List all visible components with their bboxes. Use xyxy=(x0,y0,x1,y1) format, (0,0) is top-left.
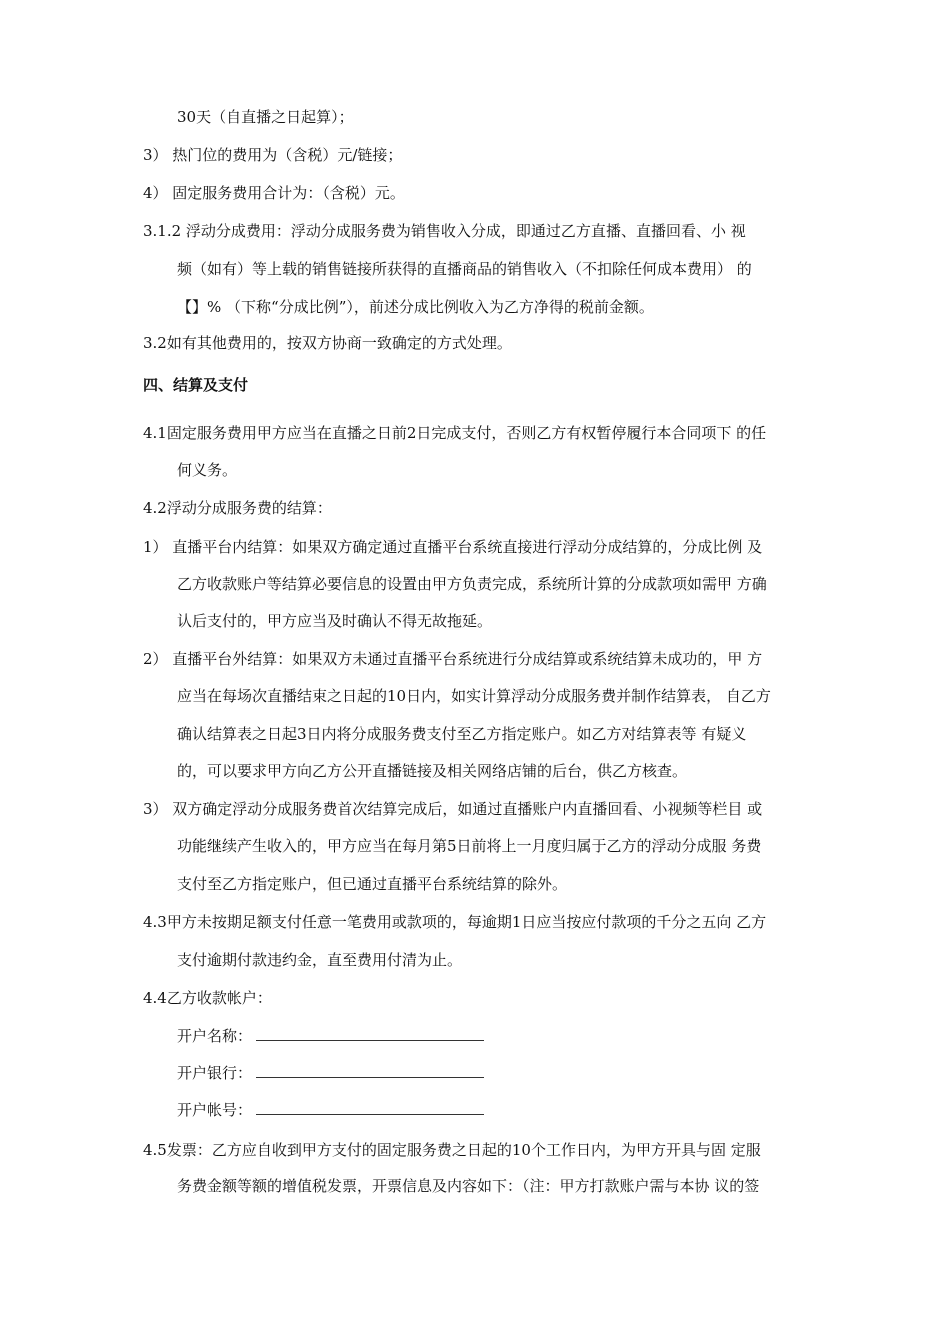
text-line: 何义务。 xyxy=(177,461,238,479)
list-item: 2） 直播平台外结算：如果双方未通过直播平台系统进行分成结算或系统结算未成功的，甲 方 xyxy=(143,650,763,668)
clause-4-2: 4.2浮动分成服务费的结算： xyxy=(143,499,332,517)
account-name-field[interactable] xyxy=(256,1026,484,1041)
account-number-row xyxy=(177,1100,484,1120)
account-name-row xyxy=(177,1026,484,1046)
text-line: 功能继续产生收入的，甲方应当在每月第5日前将上一月度归属于乙方的浮动分成服 务费 xyxy=(177,837,762,855)
text-line: 应当在每场次直播结束之日起的10日内，如实计算浮动分成服务费并制作结算表， 自乙方 xyxy=(177,687,771,705)
list-item: 3） 热门位的费用为（含税）元/链接； xyxy=(143,146,403,164)
list-item: 4） 固定服务费用合计为：（含税）元。 xyxy=(143,184,405,202)
list-item: 1） 直播平台内结算：如果双方确定通过直播平台系统直接进行浮动分成结算的，分成比例 及 xyxy=(143,538,763,556)
clause-4-5: 4.5发票：乙方应自收到甲方支付的固定服务费之日起的10个工作日内，为甲方开具与固 定服 xyxy=(143,1141,761,1159)
section-heading: 四、结算及支付 xyxy=(143,376,249,394)
text-line: 认后支付的，甲方应当及时确认不得无故拖延。 xyxy=(177,612,493,630)
clause-4-3: 4.3甲方未按期足额支付任意一笔费用或款项的，每逾期1日应当按应付款项的千分之五向 乙方 xyxy=(143,913,767,931)
text-line: 乙方收款账户等结算必要信息的设置由甲方负责完成，系统所计算的分成款项如需甲 方确 xyxy=(177,575,767,593)
clause-4-4: 4.4乙方收款帐户： xyxy=(143,989,272,1007)
clause-4-1: 4.1固定服务费用甲方应当在直播之日前2日完成支付，否则乙方有权暂停履行本合同项下 的任 xyxy=(143,424,767,442)
text-line: 的，可以要求甲方向乙方公开直播链接及相关网络店铺的后台，供乙方核查。 xyxy=(177,762,688,780)
text-line: 频（如有）等上载的销售链接所获得的直播商品的销售收入（不扣除任何成本费用） 的 xyxy=(177,260,752,278)
account-bank-row xyxy=(177,1063,484,1083)
clause-3-1-2: 3.1.2 浮动分成费用：浮动分成服务费为销售收入分成，即通过乙方直播、直播回看、小 视 xyxy=(143,222,746,240)
text-line: 确认结算表之日起3日内将分成服务费支付至乙方指定账户。如乙方对结算表等 有疑义 xyxy=(177,725,747,743)
text-line: 支付至乙方指定账户，但已通过直播平台系统结算的除外。 xyxy=(177,875,568,893)
account-bank-field[interactable] xyxy=(256,1063,484,1078)
text-line: 【】% （下称“分成比例”），前述分成比例收入为乙方净得的税前金额。 xyxy=(177,298,654,316)
text-line: 务费金额等额的增值税发票，开票信息及内容如下：（注：甲方打款账户需与本协 议的签 xyxy=(177,1177,760,1195)
text-line: 30天（自直播之日起算）； xyxy=(177,108,354,126)
text-line: 支付逾期付款违约金，直至费用付清为止。 xyxy=(177,951,463,969)
field-label: 开户银行： xyxy=(177,1064,253,1082)
account-number-field[interactable] xyxy=(256,1100,484,1115)
field-label: 开户帐号： xyxy=(177,1101,253,1119)
clause-3-2: 3.2如有其他费用的，按双方协商一致确定的方式处理。 xyxy=(143,334,512,352)
field-label: 开户名称： xyxy=(177,1027,253,1045)
list-item: 3） 双方确定浮动分成服务费首次结算完成后，如通过直播账户内直播回看、小视频等栏目 或 xyxy=(143,800,763,818)
